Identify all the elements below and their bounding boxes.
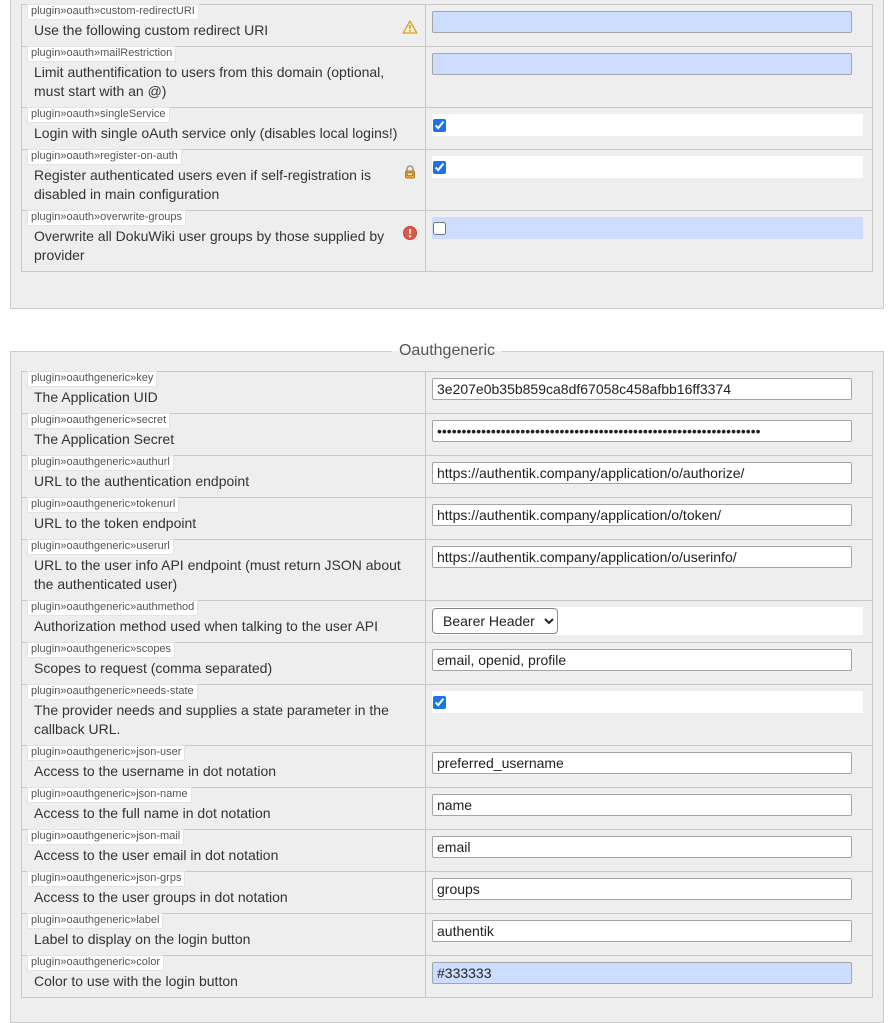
setting-control-cell [426,150,872,210]
config-key-label: plugin»oauth»custom-redirectURI [27,4,199,20]
setting-text-input[interactable] [432,462,852,484]
setting-text-input[interactable] [432,794,852,816]
config-row [22,642,872,684]
setting-label-cell [22,540,426,600]
config-row [22,372,872,413]
setting-prompt: Use the following custom redirect URI [34,22,269,38]
setting-text-input[interactable] [432,504,852,526]
config-row [22,600,872,642]
setting-control-cell [426,956,872,997]
setting-checkbox[interactable] [433,222,446,235]
oauth-settings-table [21,4,873,272]
setting-prompt: Overwrite all DokuWiki user groups by those supplied by provider [34,228,385,263]
setting-control-cell [426,5,872,46]
setting-checkbox[interactable] [433,696,446,709]
setting-text-input[interactable] [432,920,852,942]
oauth-settings-fieldset [10,0,884,309]
setting-label-cell [22,956,426,997]
setting-control-cell [426,685,872,745]
config-row [22,745,872,787]
checkbox-strip[interactable] [432,691,863,713]
config-key-label: plugin»oauth»register-on-auth [27,149,182,165]
setting-control-cell [426,914,872,955]
oauthgeneric-settings-table [21,371,873,998]
config-key-label: plugin»oauthgeneric»color [27,955,164,971]
config-key-label: plugin»oauthgeneric»authurl [27,455,174,471]
setting-text-input[interactable] [432,962,852,984]
setting-label-cell [22,788,426,829]
setting-control-cell [426,456,872,497]
oauthgeneric-legend: Oauthgeneric [398,342,496,359]
setting-label-cell [22,211,426,271]
setting-prompt: Access to the full name in dot notation [34,805,271,821]
setting-control-cell [426,746,872,787]
setting-prompt: Access to the username in dot notation [34,763,277,779]
setting-control-cell [426,47,872,107]
setting-control-cell [426,414,872,455]
error-icon [402,225,418,241]
setting-control-cell [426,108,872,149]
config-key-label: plugin»oauthgeneric»tokenurl [27,497,179,513]
setting-label-cell [22,456,426,497]
config-key-label: plugin»oauthgeneric»label [27,913,163,929]
setting-label-cell [22,414,426,455]
setting-text-input[interactable] [432,378,852,400]
setting-password-input[interactable] [432,420,852,442]
setting-control-cell [426,643,872,684]
config-key-label: plugin»oauth»mailRestriction [27,46,176,62]
config-row [22,107,872,149]
setting-control-cell [426,788,872,829]
setting-checkbox[interactable] [433,119,446,132]
warning-icon [402,19,418,35]
setting-control-cell [426,372,872,413]
config-key-label: plugin»oauthgeneric»json-mail [27,829,184,845]
setting-control-cell [426,211,872,271]
config-key-label: plugin»oauth»overwrite-groups [27,210,186,226]
config-row [22,787,872,829]
setting-text-input[interactable] [432,53,852,75]
setting-label-cell [22,601,426,642]
checkbox-strip[interactable] [432,156,863,178]
config-row [22,149,872,210]
config-row [22,871,872,913]
setting-control-cell [426,498,872,539]
config-row [22,413,872,455]
config-key-label: plugin»oauthgeneric»secret [27,413,170,429]
setting-prompt: Login with single oAuth service only (disables local logins!) [34,125,398,141]
setting-control-cell [426,540,872,600]
config-row [22,455,872,497]
setting-prompt: The provider needs and supplies a state parameter in the callback URL. [34,702,389,737]
config-row [22,684,872,745]
config-key-label: plugin»oauthgeneric»needs-state [27,684,198,700]
setting-prompt: Color to use with the login button [34,973,238,989]
setting-label-cell [22,47,426,107]
config-row [22,913,872,955]
setting-text-input[interactable] [432,546,852,568]
setting-prompt: The Application Secret [34,431,175,447]
lock-icon [402,164,418,180]
setting-label-cell [22,685,426,745]
setting-label-cell [22,643,426,684]
setting-label-cell [22,872,426,913]
config-row [22,497,872,539]
setting-label-cell [22,150,426,210]
config-key-label: plugin»oauthgeneric»authmethod [27,600,198,616]
oauthgeneric-settings-fieldset [10,342,884,1023]
setting-prompt: URL to the authentication endpoint [34,473,250,489]
setting-prompt: Access to the user email in dot notation [34,847,279,863]
setting-prompt: URL to the token endpoint [34,515,197,531]
config-row [22,210,872,271]
config-key-label: plugin»oauthgeneric»json-grps [27,871,185,887]
setting-text-input[interactable] [432,649,852,671]
setting-prompt: Register authenticated users even if self-registration is disabled in main configuration [34,167,371,202]
setting-text-input[interactable] [432,752,852,774]
setting-control-cell [426,872,872,913]
setting-prompt: Scopes to request (comma separated) [34,660,273,676]
config-key-label: plugin»oauthgeneric»key [27,371,157,387]
select-strip [432,607,863,635]
setting-text-input[interactable] [432,11,852,33]
checkbox-strip[interactable] [432,114,863,136]
setting-text-input[interactable] [432,836,852,858]
setting-text-input[interactable] [432,878,852,900]
config-row [22,5,872,46]
setting-label-cell [22,914,426,955]
setting-prompt: Label to display on the login button [34,931,251,947]
setting-label-cell [22,372,426,413]
setting-select[interactable] [432,608,558,634]
config-key-label: plugin»oauth»singleService [27,107,170,123]
setting-prompt: Limit authentification to users from this domain (optional, must start with an @) [34,64,385,99]
setting-label-cell [22,498,426,539]
setting-label-cell [22,746,426,787]
config-key-label: plugin»oauthgeneric»json-name [27,787,192,803]
setting-prompt: Authorization method used when talking to the user API [34,618,378,634]
setting-label-cell [22,108,426,149]
config-row [22,829,872,871]
config-key-label: plugin»oauthgeneric»userurl [27,539,174,555]
setting-checkbox[interactable] [433,161,446,174]
config-row [22,539,872,600]
setting-control-cell [426,601,872,642]
setting-prompt: The Application UID [34,389,158,405]
setting-prompt: URL to the user info API endpoint (must return JSON about the authenticated user) [34,557,401,592]
config-row [22,46,872,107]
config-key-label: plugin»oauthgeneric»json-user [27,745,185,761]
setting-label-cell [22,830,426,871]
checkbox-strip[interactable] [432,217,863,239]
config-key-label: plugin»oauthgeneric»scopes [27,642,175,658]
setting-control-cell [426,830,872,871]
config-row [22,955,872,997]
setting-prompt: Access to the user groups in dot notation [34,889,288,905]
setting-label-cell [22,5,426,46]
